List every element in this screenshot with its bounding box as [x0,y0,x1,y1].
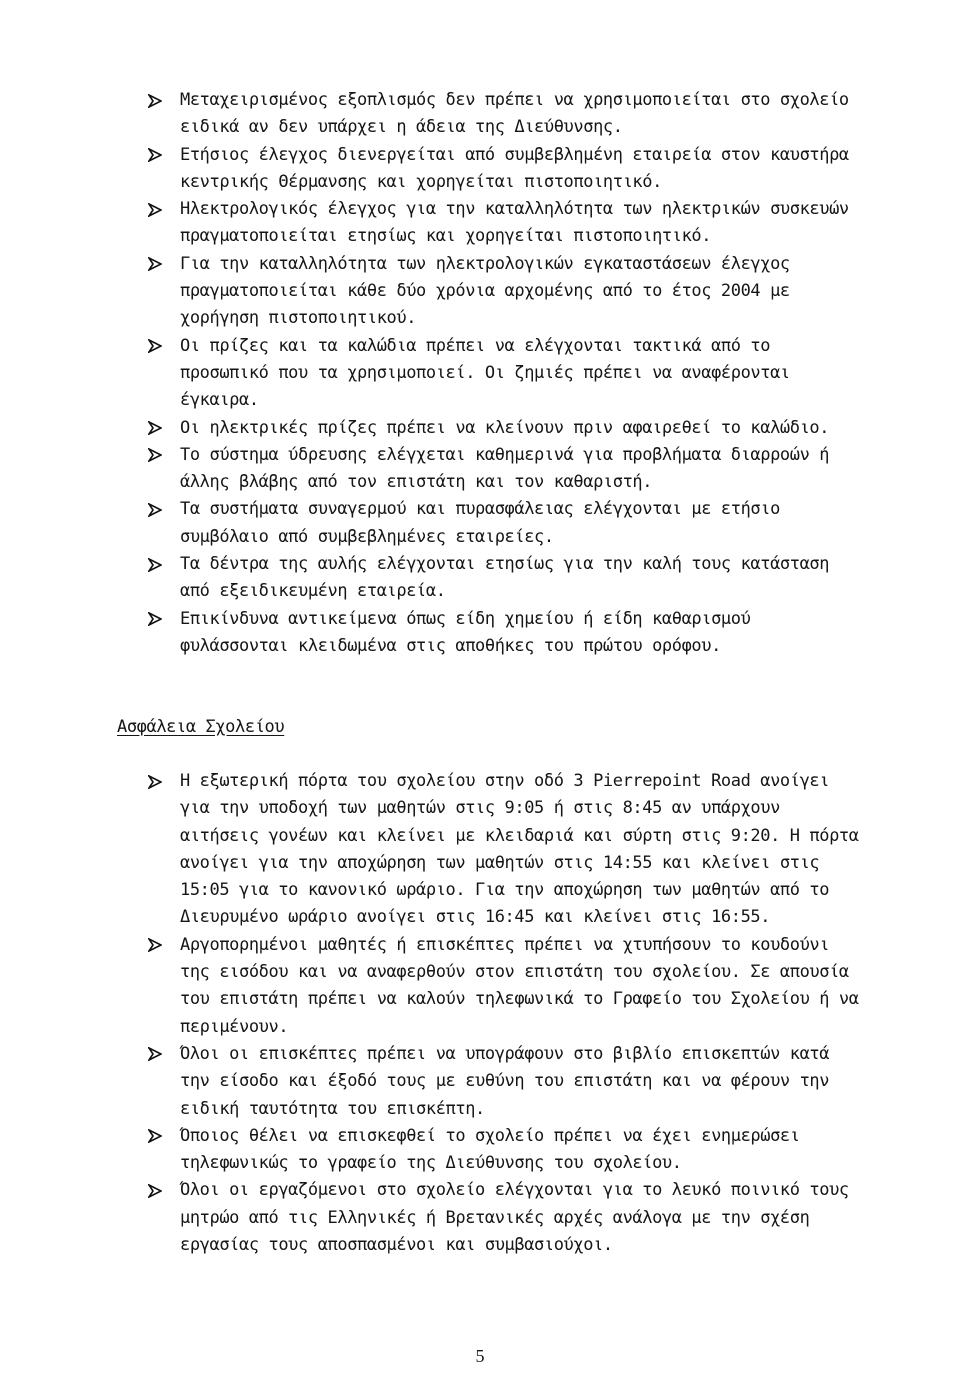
arrowhead-bullet-icon [148,1123,170,1150]
list-item-text: Όλοι οι εργαζόμενοι στο σχολείο ελέγχονται για το λευκό ποινικό τους μητρώο από τις Ελληνικές ή Βρετανικές αρχές ανάλογα με την σχέση εργασίας τους αποσπασμένοι και συμβασιούχοι. [180,1180,849,1256]
arrowhead-bullet-icon [148,87,170,114]
school-safety-list [148,768,868,1259]
arrowhead-bullet-icon [148,606,170,633]
list-item [148,768,868,932]
list-item [148,333,868,415]
list-item [148,1177,868,1259]
arrowhead-bullet-icon [148,333,170,360]
list-item-text: Οι πρίζες και τα καλώδια πρέπει να ελέγχονται τακτικά από το προσωπικό που τα χρησιμοποιεί. Οι ζημιές πρέπει να αναφέρονται έγκαιρα. [180,335,790,411]
list-item [148,932,868,1041]
arrowhead-bullet-icon [148,442,170,469]
list-item-text: Μεταχειρισμένος εξοπλισμός δεν πρέπει να χρησιμοποιείται στο σχολείο ειδικά αν δεν υπάρχει η άδεια της Διεύθυνσης. [180,90,849,138]
arrowhead-bullet-icon [148,768,170,795]
arrowhead-bullet-icon [148,415,170,442]
list-item-text: Όλοι οι επισκέπτες πρέπει να υπογράφουν στο βιβλίο επισκεπτών κατά την είσοδο και έξοδό τους με ευθύνη του επιστάτη και να φέρουν την ειδική ταυτότητα του επισκέπτη. [180,1043,830,1119]
list-item-text: Αργοπορημένοι μαθητές ή επισκέπτες πρέπει να χτυπήσουν το κουδούνι της εισόδου και να αναφερθούν στον επιστάτη του σχολείου. Σε απουσία του επιστάτη πρέπει να καλούν τηλεφωνικά το Γραφείο του Σχολείου ή να περιμένουν. [180,934,859,1037]
list-item-text: Για την καταλληλότητα των ηλεκτρολογικών εγκαταστάσεων έλεγχος πραγματοποιείται κάθε δύο χρόνια αρχομένης από το έτος 2004 με χορήγηση πιστοποιητικού. [180,253,790,329]
arrowhead-bullet-icon [148,551,170,578]
list-item [148,251,868,333]
list-item [148,142,868,197]
list-item-text: Το σύστημα ύδρευσης ελέγχεται καθημερινά για προβλήματα διαρροών ή άλλης βλάβης από τον επιστάτη και τον καθαριστή. [180,444,830,493]
list-item-text: Η εξωτερική πόρτα του σχολείου στην οδό 3 Pierrepoint Road ανοίγει για την υποδοχή των μαθητών στις 9:05 ή στις 8:45 αν υπάρχουν αιτήσεις γονέων και κλείνει με κλειδαριά και σύρτη στις 9:20. Η πόρτα ανοίγει για την αποχώρηση των μαθητών στις 14:55 και κλείνει στις 15:05 για το κανονικό ωράριο. Για την αποχώρηση των μαθητών από το Διευρυμένο ωράριο ανοίγει στις 16:45 και κλείνει στις 16:55. [180,771,859,928]
list-item [148,442,868,497]
list-item [148,496,868,551]
arrowhead-bullet-icon [148,251,170,278]
section-heading-school-safety: Ασφάλεια Σχολείου [117,717,285,737]
list-item [148,551,868,606]
list-item [148,1123,868,1178]
arrowhead-bullet-icon [148,1177,170,1204]
list-item-text: Οι ηλεκτρικές πρίζες πρέπει να κλείνουν πριν αφαιρεθεί το καλώδιο. [180,417,830,438]
page-number: 5 [475,1346,485,1366]
list-item [148,415,868,442]
list-item-text: Όποιος θέλει να επισκεφθεί το σχολείο πρέπει να έχει ενημερώσει τηλεφωνικώς το γραφείο της Διεύθυνσης του σχολείου. [180,1125,800,1174]
equipment-checks-list [148,87,868,660]
list-item [148,606,868,661]
list-item-text: Τα συστήματα συναγερμού και πυρασφάλειας ελέγχονται με ετήσιο συμβόλαιο από συμβεβλημένες εταιρείες. [180,499,780,547]
arrowhead-bullet-icon [148,932,170,959]
list-item [148,87,868,142]
arrowhead-bullet-icon [148,1041,170,1068]
arrowhead-bullet-icon [148,496,170,523]
arrowhead-bullet-icon [148,196,170,223]
list-item [148,1041,868,1123]
list-item-text: Τα δέντρα της αυλής ελέγχονται ετησίως για την καλή τους κατάσταση από εξειδικευμένη εταιρεία. [180,554,830,602]
list-item-text: Ηλεκτρολογικός έλεγχος για την καταλληλότητα των ηλεκτρικών συσκευών πραγματοποιείται ετησίως και χορηγείται πιστοποιητικό. [180,199,849,247]
list-item [148,196,868,251]
list-item-text: Επικίνδυνα αντικείμενα όπως είδη χημείου ή είδη καθαρισμού φυλάσσονται κλειδωμένα στις αποθήκες του πρώτου ορόφου. [180,608,751,656]
list-item-text: Ετήσιος έλεγχος διενεργείται από συμβεβλημένη εταιρεία στον καυστήρα κεντρικής Θέρμανσης και χορηγείται πιστοποιητικό. [180,144,849,192]
arrowhead-bullet-icon [148,142,170,169]
